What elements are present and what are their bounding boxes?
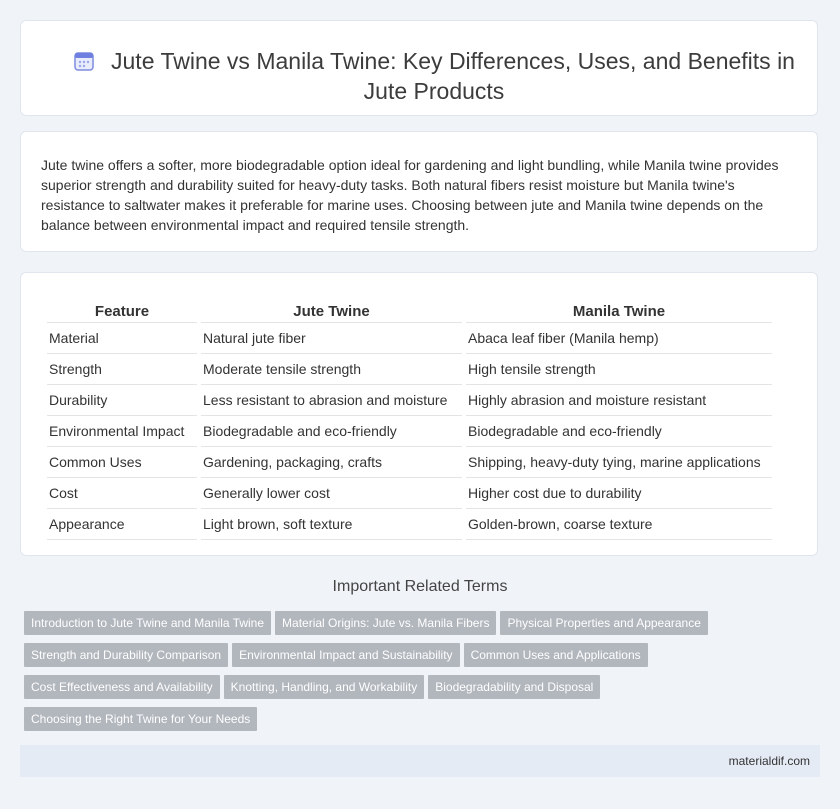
table-header-row [47, 293, 772, 323]
related-terms-heading: Important Related Terms [332, 578, 508, 595]
related-terms-list [24, 611, 784, 739]
table-row [47, 416, 772, 447]
header-card [20, 20, 818, 116]
table-cell-jute: Moderate tensile strength [201, 354, 462, 385]
footer-site-link[interactable]: materialdif.com [728, 754, 810, 768]
related-term-tag[interactable]: Cost Effectiveness and Availability [24, 675, 220, 699]
table-row [47, 478, 772, 509]
intro-card [20, 131, 818, 252]
column-header-manila: Manila Twine [466, 293, 772, 323]
calendar-icon [73, 50, 95, 72]
table-cell-manila: Highly abrasion and moisture resistant [466, 385, 772, 416]
table-cell-manila: High tensile strength [466, 354, 772, 385]
table-cell-feature: Strength [47, 354, 197, 385]
related-term-tag[interactable]: Choosing the Right Twine for Your Needs [24, 707, 257, 731]
related-term-tag[interactable]: Environmental Impact and Sustainability [232, 643, 459, 667]
table-cell-jute: Gardening, packaging, crafts [201, 447, 462, 478]
table-cell-jute: Light brown, soft texture [201, 509, 462, 540]
table-row [47, 323, 772, 354]
page-title-container [61, 46, 807, 106]
related-term-tag[interactable]: Strength and Durability Comparison [24, 643, 228, 667]
table-cell-manila: Shipping, heavy-duty tying, marine applications [466, 447, 772, 478]
related-term-tag[interactable]: Material Origins: Jute vs. Manila Fibers [275, 611, 496, 635]
table-cell-jute: Biodegradable and eco-friendly [201, 416, 462, 447]
table-cell-feature: Appearance [47, 509, 197, 540]
related-term-tag[interactable]: Physical Properties and Appearance [500, 611, 707, 635]
table-cell-manila: Abaca leaf fiber (Manila hemp) [466, 323, 772, 354]
intro-paragraph: Jute twine offers a softer, more biodegradable option ideal for gardening and light bundling, while Manila twine provides superior strength and durability suited for heavy-duty tasks. Both natural fibers resist moisture but Manila twine's resistance to saltwater makes it preferable for marine uses. Choosing between jute and Manila twine depends on the balance between environmental impact and required tensile strength. [41, 157, 779, 233]
table-cell-feature: Environmental Impact [47, 416, 197, 447]
related-term-tag[interactable]: Knotting, Handling, and Workability [224, 675, 425, 699]
table-cell-jute: Less resistant to abrasion and moisture [201, 385, 462, 416]
table-row [47, 447, 772, 478]
table-cell-jute: Generally lower cost [201, 478, 462, 509]
table-row [47, 354, 772, 385]
table-cell-feature: Durability [47, 385, 197, 416]
table-cell-feature: Common Uses [47, 447, 197, 478]
column-header-jute: Jute Twine [201, 293, 462, 323]
comparison-table [43, 293, 776, 540]
table-cell-feature: Material [47, 323, 197, 354]
table-cell-manila: Higher cost due to durability [466, 478, 772, 509]
related-term-tag[interactable]: Introduction to Jute Twine and Manila Twine [24, 611, 271, 635]
footer-bar [20, 745, 820, 777]
related-term-tag[interactable]: Biodegradability and Disposal [428, 675, 600, 699]
comparison-card [20, 272, 818, 556]
column-header-feature: Feature [47, 293, 197, 323]
table-cell-feature: Cost [47, 478, 197, 509]
table-cell-manila: Biodegradable and eco-friendly [466, 416, 772, 447]
table-row [47, 385, 772, 416]
page-title: Jute Twine vs Manila Twine: Key Differences, Uses, and Benefits in Jute Products [111, 48, 795, 104]
table-cell-manila: Golden-brown, coarse texture [466, 509, 772, 540]
table-cell-jute: Natural jute fiber [201, 323, 462, 354]
table-row [47, 509, 772, 540]
related-term-tag[interactable]: Common Uses and Applications [464, 643, 648, 667]
